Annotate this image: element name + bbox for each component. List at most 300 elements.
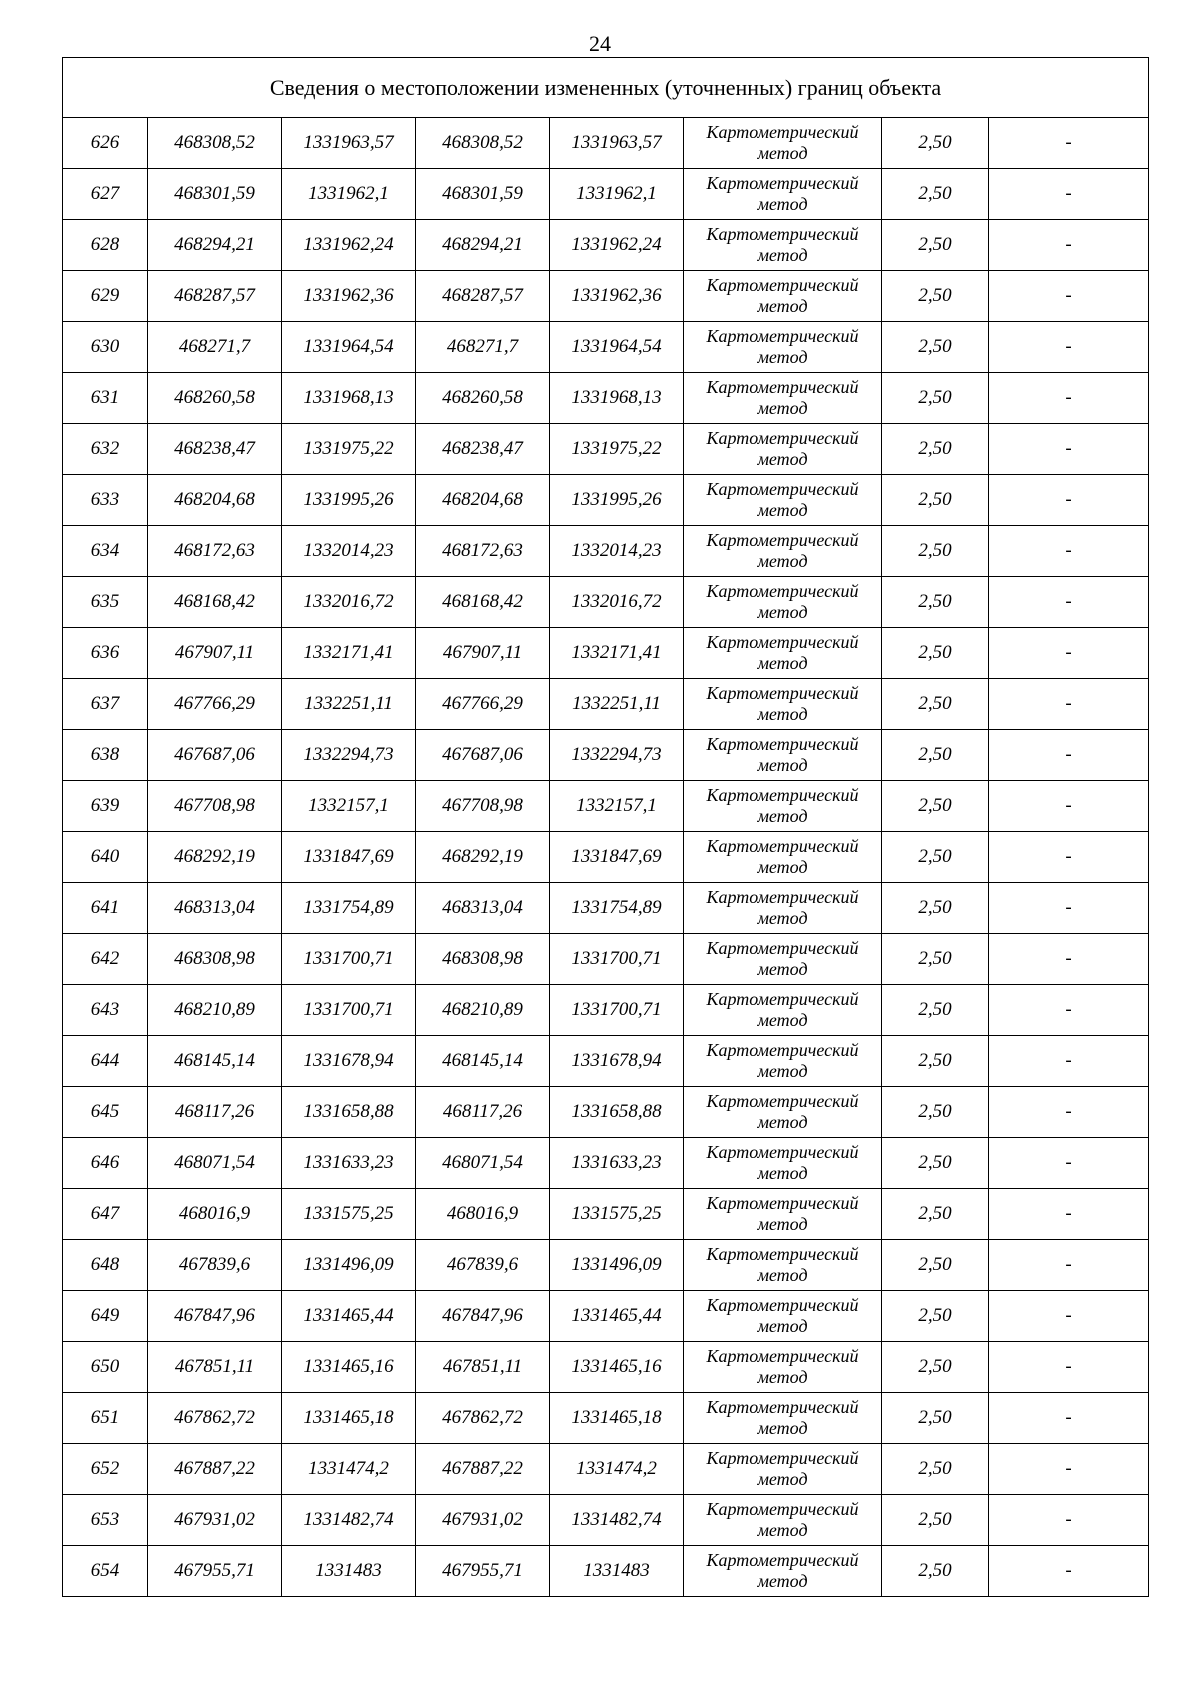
existing-x-cell: 467847,96 xyxy=(148,1291,282,1342)
refined-y-cell: 1331968,13 xyxy=(550,373,684,424)
method-line2: метод xyxy=(757,194,808,214)
table-body xyxy=(63,118,1149,1597)
method-line1: Картометрический xyxy=(706,1295,859,1315)
table-row xyxy=(63,832,1149,883)
method-line1: Картометрический xyxy=(706,530,859,550)
method-cell xyxy=(684,526,882,577)
existing-x-cell: 468294,21 xyxy=(148,220,282,271)
point-number-cell: 638 xyxy=(63,730,148,781)
point-number-cell: 640 xyxy=(63,832,148,883)
method-line2: метод xyxy=(757,1367,808,1387)
existing-y-cell: 1331474,2 xyxy=(282,1444,416,1495)
point-number-cell: 647 xyxy=(63,1189,148,1240)
accuracy-cell: 2,50 xyxy=(882,1189,989,1240)
method-line2: метод xyxy=(757,1061,808,1081)
page-number: 24 xyxy=(589,31,611,56)
existing-x-cell: 468313,04 xyxy=(148,883,282,934)
method-line1: Картометрический xyxy=(706,1244,859,1264)
method-line1: Картометрический xyxy=(706,1142,859,1162)
method-line1: Картометрический xyxy=(706,1448,859,1468)
method-cell xyxy=(684,1495,882,1546)
note-cell: - xyxy=(989,373,1149,424)
refined-y-cell: 1331496,09 xyxy=(550,1240,684,1291)
table-row xyxy=(63,1444,1149,1495)
point-number-cell: 627 xyxy=(63,169,148,220)
method-line2: метод xyxy=(757,1214,808,1234)
refined-x-cell: 467887,22 xyxy=(416,1444,550,1495)
refined-y-cell: 1332294,73 xyxy=(550,730,684,781)
point-number-cell: 652 xyxy=(63,1444,148,1495)
existing-y-cell: 1331700,71 xyxy=(282,934,416,985)
method-line1: Картометрический xyxy=(706,581,859,601)
method-cell xyxy=(684,628,882,679)
point-number-cell: 653 xyxy=(63,1495,148,1546)
refined-x-cell: 468313,04 xyxy=(416,883,550,934)
refined-y-cell: 1331700,71 xyxy=(550,934,684,985)
point-number-cell: 628 xyxy=(63,220,148,271)
refined-x-cell: 468016,9 xyxy=(416,1189,550,1240)
refined-y-cell: 1331964,54 xyxy=(550,322,684,373)
point-number-cell: 651 xyxy=(63,1393,148,1444)
point-number-cell: 634 xyxy=(63,526,148,577)
refined-x-cell: 467931,02 xyxy=(416,1495,550,1546)
refined-x-cell: 468145,14 xyxy=(416,1036,550,1087)
method-line2: метод xyxy=(757,602,808,622)
method-line2: метод xyxy=(757,704,808,724)
note-cell: - xyxy=(989,118,1149,169)
accuracy-cell: 2,50 xyxy=(882,1036,989,1087)
method-cell xyxy=(684,271,882,322)
accuracy-cell: 2,50 xyxy=(882,1495,989,1546)
method-cell xyxy=(684,934,882,985)
method-line1: Картометрический xyxy=(706,1193,859,1213)
existing-x-cell: 467851,11 xyxy=(148,1342,282,1393)
method-line1: Картометрический xyxy=(706,632,859,652)
table-row xyxy=(63,1036,1149,1087)
accuracy-cell: 2,50 xyxy=(882,526,989,577)
refined-x-cell: 467839,6 xyxy=(416,1240,550,1291)
method-cell xyxy=(684,1444,882,1495)
existing-x-cell: 468210,89 xyxy=(148,985,282,1036)
existing-y-cell: 1331962,24 xyxy=(282,220,416,271)
accuracy-cell: 2,50 xyxy=(882,679,989,730)
accuracy-cell: 2,50 xyxy=(882,1393,989,1444)
method-line2: метод xyxy=(757,1010,808,1030)
table-row xyxy=(63,526,1149,577)
refined-x-cell: 468308,98 xyxy=(416,934,550,985)
refined-x-cell: 468287,57 xyxy=(416,271,550,322)
method-line2: метод xyxy=(757,653,808,673)
existing-y-cell: 1331847,69 xyxy=(282,832,416,883)
table-row xyxy=(63,883,1149,934)
refined-x-cell: 467766,29 xyxy=(416,679,550,730)
method-cell xyxy=(684,1087,882,1138)
table-row xyxy=(63,985,1149,1036)
refined-y-cell: 1332171,41 xyxy=(550,628,684,679)
method-line2: метод xyxy=(757,1163,808,1183)
refined-x-cell: 467851,11 xyxy=(416,1342,550,1393)
existing-y-cell: 1331496,09 xyxy=(282,1240,416,1291)
existing-y-cell: 1331465,18 xyxy=(282,1393,416,1444)
existing-x-cell: 467931,02 xyxy=(148,1495,282,1546)
refined-x-cell: 467847,96 xyxy=(416,1291,550,1342)
method-line1: Картометрический xyxy=(706,836,859,856)
method-cell xyxy=(684,679,882,730)
method-line2: метод xyxy=(757,1571,808,1591)
point-number-cell: 646 xyxy=(63,1138,148,1189)
method-cell xyxy=(684,373,882,424)
refined-y-cell: 1332251,11 xyxy=(550,679,684,730)
method-line1: Картометрический xyxy=(706,785,859,805)
refined-y-cell: 1332157,1 xyxy=(550,781,684,832)
method-line1: Картометрический xyxy=(706,326,859,346)
point-number-cell: 630 xyxy=(63,322,148,373)
point-number-cell: 649 xyxy=(63,1291,148,1342)
existing-y-cell: 1331964,54 xyxy=(282,322,416,373)
point-number-cell: 644 xyxy=(63,1036,148,1087)
refined-y-cell: 1331962,24 xyxy=(550,220,684,271)
existing-x-cell: 468292,19 xyxy=(148,832,282,883)
note-cell: - xyxy=(989,1087,1149,1138)
refined-y-cell: 1331754,89 xyxy=(550,883,684,934)
point-number-cell: 654 xyxy=(63,1546,148,1597)
table-row xyxy=(63,1546,1149,1597)
existing-y-cell: 1332014,23 xyxy=(282,526,416,577)
refined-x-cell: 467708,98 xyxy=(416,781,550,832)
refined-y-cell: 1331995,26 xyxy=(550,475,684,526)
note-cell: - xyxy=(989,985,1149,1036)
accuracy-cell: 2,50 xyxy=(882,118,989,169)
table-row xyxy=(63,220,1149,271)
accuracy-cell: 2,50 xyxy=(882,985,989,1036)
point-number-cell: 643 xyxy=(63,985,148,1036)
refined-x-cell: 467907,11 xyxy=(416,628,550,679)
refined-x-cell: 468260,58 xyxy=(416,373,550,424)
existing-x-cell: 467766,29 xyxy=(148,679,282,730)
existing-x-cell: 468301,59 xyxy=(148,169,282,220)
method-line2: метод xyxy=(757,245,808,265)
refined-x-cell: 468294,21 xyxy=(416,220,550,271)
refined-y-cell: 1331483 xyxy=(550,1546,684,1597)
refined-y-cell: 1331482,74 xyxy=(550,1495,684,1546)
method-line2: метод xyxy=(757,908,808,928)
table-header-row xyxy=(63,58,1149,118)
note-cell: - xyxy=(989,1444,1149,1495)
accuracy-cell: 2,50 xyxy=(882,1138,989,1189)
existing-y-cell: 1331975,22 xyxy=(282,424,416,475)
existing-y-cell: 1332157,1 xyxy=(282,781,416,832)
note-cell: - xyxy=(989,883,1149,934)
table-row xyxy=(63,169,1149,220)
note-cell: - xyxy=(989,832,1149,883)
method-line1: Картометрический xyxy=(706,122,859,142)
existing-x-cell: 468016,9 xyxy=(148,1189,282,1240)
method-line2: метод xyxy=(757,1418,808,1438)
existing-y-cell: 1331995,26 xyxy=(282,475,416,526)
existing-y-cell: 1331754,89 xyxy=(282,883,416,934)
accuracy-cell: 2,50 xyxy=(882,322,989,373)
method-line2: метод xyxy=(757,755,808,775)
table-row xyxy=(63,781,1149,832)
existing-x-cell: 467708,98 xyxy=(148,781,282,832)
existing-x-cell: 468287,57 xyxy=(148,271,282,322)
note-cell: - xyxy=(989,628,1149,679)
method-line1: Картометрический xyxy=(706,989,859,1009)
method-line1: Картометрический xyxy=(706,479,859,499)
method-line2: метод xyxy=(757,1520,808,1540)
method-line2: метод xyxy=(757,1316,808,1336)
refined-x-cell: 468117,26 xyxy=(416,1087,550,1138)
note-cell: - xyxy=(989,1138,1149,1189)
table-row xyxy=(63,1342,1149,1393)
refined-x-cell: 468168,42 xyxy=(416,577,550,628)
table-row xyxy=(63,1189,1149,1240)
existing-x-cell: 468271,7 xyxy=(148,322,282,373)
refined-x-cell: 468204,68 xyxy=(416,475,550,526)
accuracy-cell: 2,50 xyxy=(882,1087,989,1138)
refined-x-cell: 468308,52 xyxy=(416,118,550,169)
refined-y-cell: 1331962,36 xyxy=(550,271,684,322)
refined-y-cell: 1331975,22 xyxy=(550,424,684,475)
table-title: Сведения о местоположении измененных (уточненных) границ объекта xyxy=(63,58,1149,118)
method-line2: метод xyxy=(757,959,808,979)
note-cell: - xyxy=(989,220,1149,271)
existing-x-cell: 467687,06 xyxy=(148,730,282,781)
note-cell: - xyxy=(989,322,1149,373)
existing-x-cell: 468172,63 xyxy=(148,526,282,577)
existing-y-cell: 1331465,44 xyxy=(282,1291,416,1342)
point-number-cell: 629 xyxy=(63,271,148,322)
method-line1: Картометрический xyxy=(706,275,859,295)
existing-x-cell: 467862,72 xyxy=(148,1393,282,1444)
method-cell xyxy=(684,1342,882,1393)
method-line2: метод xyxy=(757,806,808,826)
existing-y-cell: 1332171,41 xyxy=(282,628,416,679)
accuracy-cell: 2,50 xyxy=(882,934,989,985)
table-row xyxy=(63,475,1149,526)
existing-y-cell: 1332294,73 xyxy=(282,730,416,781)
method-line2: метод xyxy=(757,296,808,316)
accuracy-cell: 2,50 xyxy=(882,1444,989,1495)
method-cell xyxy=(684,1291,882,1342)
refined-y-cell: 1332016,72 xyxy=(550,577,684,628)
table-row xyxy=(63,577,1149,628)
method-line2: метод xyxy=(757,551,808,571)
accuracy-cell: 2,50 xyxy=(882,373,989,424)
refined-x-cell: 468071,54 xyxy=(416,1138,550,1189)
table-row xyxy=(63,628,1149,679)
accuracy-cell: 2,50 xyxy=(882,475,989,526)
refined-y-cell: 1331962,1 xyxy=(550,169,684,220)
refined-x-cell: 467687,06 xyxy=(416,730,550,781)
method-line2: метод xyxy=(757,500,808,520)
existing-y-cell: 1331483 xyxy=(282,1546,416,1597)
method-line1: Картометрический xyxy=(706,1550,859,1570)
existing-y-cell: 1331633,23 xyxy=(282,1138,416,1189)
existing-x-cell: 468238,47 xyxy=(148,424,282,475)
method-cell xyxy=(684,220,882,271)
table-row xyxy=(63,322,1149,373)
method-cell xyxy=(684,1138,882,1189)
point-number-cell: 641 xyxy=(63,883,148,934)
note-cell: - xyxy=(989,271,1149,322)
method-line1: Картометрический xyxy=(706,377,859,397)
method-line2: метод xyxy=(757,347,808,367)
accuracy-cell: 2,50 xyxy=(882,628,989,679)
accuracy-cell: 2,50 xyxy=(882,883,989,934)
table-row xyxy=(63,934,1149,985)
accuracy-cell: 2,50 xyxy=(882,1240,989,1291)
table-row xyxy=(63,679,1149,730)
accuracy-cell: 2,50 xyxy=(882,730,989,781)
method-line1: Картометрический xyxy=(706,683,859,703)
refined-y-cell: 1331658,88 xyxy=(550,1087,684,1138)
note-cell: - xyxy=(989,1036,1149,1087)
existing-x-cell: 468204,68 xyxy=(148,475,282,526)
point-number-cell: 648 xyxy=(63,1240,148,1291)
table-row xyxy=(63,1495,1149,1546)
note-cell: - xyxy=(989,1393,1149,1444)
table-row xyxy=(63,271,1149,322)
refined-y-cell: 1331678,94 xyxy=(550,1036,684,1087)
note-cell: - xyxy=(989,526,1149,577)
method-cell xyxy=(684,322,882,373)
point-number-cell: 637 xyxy=(63,679,148,730)
accuracy-cell: 2,50 xyxy=(882,220,989,271)
method-line1: Картометрический xyxy=(706,938,859,958)
table-row xyxy=(63,730,1149,781)
existing-x-cell: 467887,22 xyxy=(148,1444,282,1495)
existing-x-cell: 468168,42 xyxy=(148,577,282,628)
note-cell: - xyxy=(989,475,1149,526)
existing-y-cell: 1331700,71 xyxy=(282,985,416,1036)
method-line1: Картометрический xyxy=(706,1499,859,1519)
refined-x-cell: 468292,19 xyxy=(416,832,550,883)
note-cell: - xyxy=(989,1291,1149,1342)
point-number-cell: 645 xyxy=(63,1087,148,1138)
refined-x-cell: 468210,89 xyxy=(416,985,550,1036)
method-line2: метод xyxy=(757,449,808,469)
note-cell: - xyxy=(989,169,1149,220)
note-cell: - xyxy=(989,1189,1149,1240)
existing-x-cell: 468308,98 xyxy=(148,934,282,985)
refined-y-cell: 1331633,23 xyxy=(550,1138,684,1189)
note-cell: - xyxy=(989,424,1149,475)
existing-x-cell: 468308,52 xyxy=(148,118,282,169)
point-number-cell: 632 xyxy=(63,424,148,475)
refined-y-cell: 1331700,71 xyxy=(550,985,684,1036)
method-line2: метод xyxy=(757,1265,808,1285)
refined-x-cell: 468238,47 xyxy=(416,424,550,475)
method-cell xyxy=(684,169,882,220)
method-line1: Картометрический xyxy=(706,1346,859,1366)
method-cell xyxy=(684,1393,882,1444)
method-line2: метод xyxy=(757,398,808,418)
table-row xyxy=(63,118,1149,169)
existing-y-cell: 1331465,16 xyxy=(282,1342,416,1393)
method-cell xyxy=(684,1189,882,1240)
method-cell xyxy=(684,985,882,1036)
point-number-cell: 642 xyxy=(63,934,148,985)
point-number-cell: 650 xyxy=(63,1342,148,1393)
point-number-cell: 633 xyxy=(63,475,148,526)
table-row xyxy=(63,1087,1149,1138)
method-cell xyxy=(684,832,882,883)
accuracy-cell: 2,50 xyxy=(882,832,989,883)
existing-x-cell: 468260,58 xyxy=(148,373,282,424)
table-row xyxy=(63,373,1149,424)
note-cell: - xyxy=(989,679,1149,730)
method-line1: Картометрический xyxy=(706,428,859,448)
existing-y-cell: 1331963,57 xyxy=(282,118,416,169)
method-line1: Картометрический xyxy=(706,1397,859,1417)
method-line1: Картометрический xyxy=(706,1040,859,1060)
note-cell: - xyxy=(989,934,1149,985)
note-cell: - xyxy=(989,1495,1149,1546)
refined-x-cell: 467862,72 xyxy=(416,1393,550,1444)
existing-y-cell: 1331678,94 xyxy=(282,1036,416,1087)
note-cell: - xyxy=(989,1342,1149,1393)
existing-y-cell: 1331482,74 xyxy=(282,1495,416,1546)
existing-y-cell: 1331575,25 xyxy=(282,1189,416,1240)
accuracy-cell: 2,50 xyxy=(882,577,989,628)
method-cell xyxy=(684,475,882,526)
method-line1: Картометрический xyxy=(706,224,859,244)
refined-y-cell: 1331465,18 xyxy=(550,1393,684,1444)
method-cell xyxy=(684,730,882,781)
method-line1: Картометрический xyxy=(706,1091,859,1111)
refined-y-cell: 1331963,57 xyxy=(550,118,684,169)
point-number-cell: 626 xyxy=(63,118,148,169)
method-cell xyxy=(684,577,882,628)
note-cell: - xyxy=(989,730,1149,781)
existing-y-cell: 1331658,88 xyxy=(282,1087,416,1138)
boundary-coordinates-table xyxy=(62,57,1149,1597)
existing-x-cell: 468117,26 xyxy=(148,1087,282,1138)
note-cell: - xyxy=(989,781,1149,832)
existing-y-cell: 1332016,72 xyxy=(282,577,416,628)
accuracy-cell: 2,50 xyxy=(882,424,989,475)
accuracy-cell: 2,50 xyxy=(882,271,989,322)
method-line1: Картометрический xyxy=(706,734,859,754)
point-number-cell: 639 xyxy=(63,781,148,832)
accuracy-cell: 2,50 xyxy=(882,1291,989,1342)
refined-y-cell: 1331575,25 xyxy=(550,1189,684,1240)
refined-x-cell: 467955,71 xyxy=(416,1546,550,1597)
existing-y-cell: 1331968,13 xyxy=(282,373,416,424)
existing-x-cell: 467907,11 xyxy=(148,628,282,679)
table-row xyxy=(63,1138,1149,1189)
method-cell xyxy=(684,1036,882,1087)
note-cell: - xyxy=(989,577,1149,628)
method-cell xyxy=(684,883,882,934)
refined-y-cell: 1331465,44 xyxy=(550,1291,684,1342)
existing-x-cell: 468145,14 xyxy=(148,1036,282,1087)
point-number-cell: 636 xyxy=(63,628,148,679)
method-cell xyxy=(684,118,882,169)
method-cell xyxy=(684,1240,882,1291)
table-row xyxy=(63,1291,1149,1342)
point-number-cell: 631 xyxy=(63,373,148,424)
existing-y-cell: 1331962,36 xyxy=(282,271,416,322)
accuracy-cell: 2,50 xyxy=(882,1342,989,1393)
table-row xyxy=(63,1393,1149,1444)
refined-x-cell: 468271,7 xyxy=(416,322,550,373)
refined-y-cell: 1331847,69 xyxy=(550,832,684,883)
method-cell xyxy=(684,1546,882,1597)
method-line2: метод xyxy=(757,143,808,163)
note-cell: - xyxy=(989,1546,1149,1597)
